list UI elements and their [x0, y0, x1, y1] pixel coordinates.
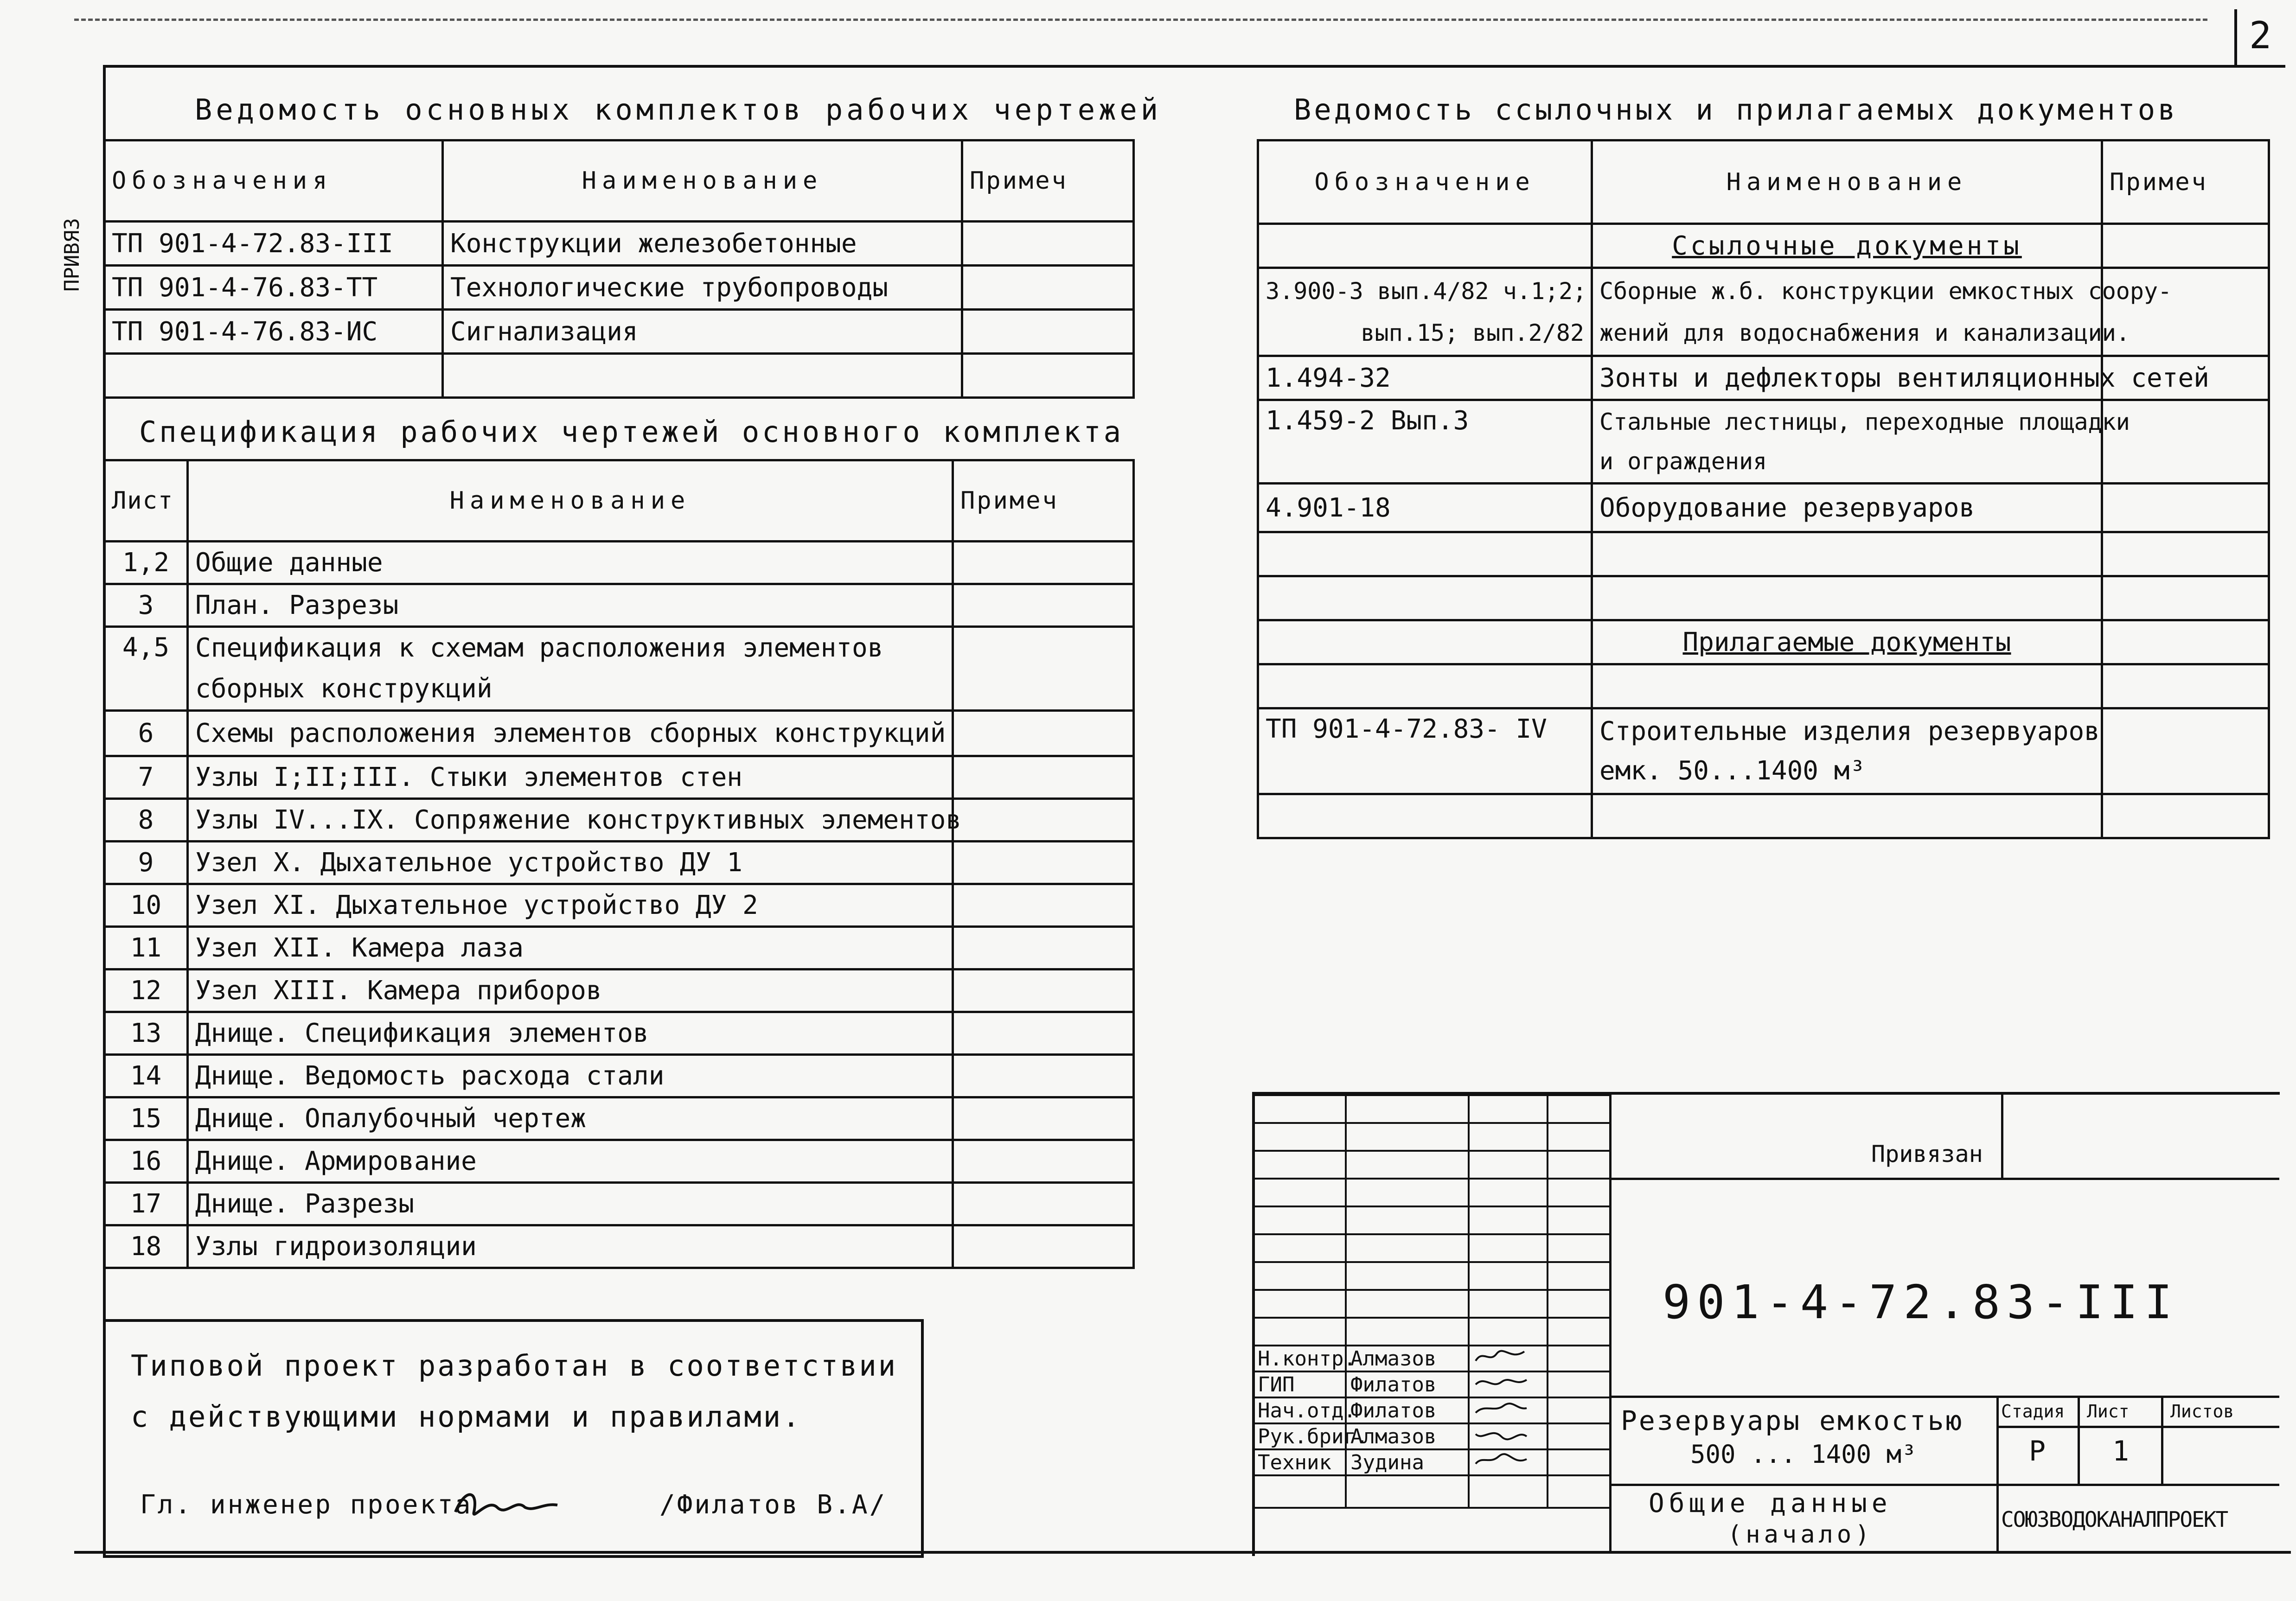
- top-dashed-line: [74, 19, 2207, 21]
- cell-name: [188, 627, 953, 711]
- table-row: [1258, 400, 2269, 484]
- cell-code: ТП 901-4-72.83- IV: [1258, 708, 1592, 794]
- cell-sheet: 1,2: [104, 542, 188, 584]
- cell-name: Узлы I;II;III. Стыки элементов стен: [188, 756, 953, 799]
- table-row: [104, 927, 1134, 970]
- left-margin-text: ПРИВЯЗ: [60, 218, 84, 292]
- cell-name: Узел XII. Камера лаза: [188, 927, 953, 970]
- staff-role: Н.контр.: [1253, 1346, 1346, 1371]
- organization-name: СОЮЗВОДОКАНАЛПРОЕКТ: [2001, 1507, 2228, 1532]
- sheet-label: Лист: [2087, 1401, 2130, 1422]
- cell-name: Днище. Ведомость расхода стали: [188, 1055, 953, 1097]
- cell-name-line2: сборных конструкций: [195, 674, 492, 704]
- page-number: 2: [2249, 14, 2272, 57]
- cell-name-line2: и ограждения: [1599, 447, 1767, 475]
- main-sets-table: [103, 139, 1135, 399]
- cell-sheet: 13: [104, 1012, 188, 1055]
- header-note: Примеч: [962, 140, 1134, 222]
- signer-name: /Филатов В.А/: [659, 1490, 887, 1520]
- sheet-value: 1: [2112, 1435, 2130, 1467]
- signature-cell: [1469, 1449, 1548, 1475]
- section-row: [1258, 224, 2269, 268]
- signature-cell: [1469, 1397, 1548, 1423]
- cell-sheet: 16: [104, 1140, 188, 1183]
- staff-name: Алмазов: [1346, 1423, 1469, 1449]
- cell-sheet: 3: [104, 584, 188, 627]
- cell-code: [104, 354, 443, 398]
- cell-sheet: 12: [104, 970, 188, 1012]
- header-designation: Обозначение: [1258, 140, 1592, 224]
- table-row: [104, 310, 1134, 354]
- cell-name: Узел XI. Дыхательное устройство ДУ 2: [188, 884, 953, 927]
- staff-role: Техник: [1253, 1449, 1346, 1475]
- header-note: Примеч: [2102, 140, 2269, 224]
- signer-label: Гл. инженер проекта: [140, 1490, 473, 1520]
- cell-sheet: 14: [104, 1055, 188, 1097]
- cell-name-line2: жений для водоснабжения и канализации.: [1599, 319, 2130, 346]
- cell-code-line1: 3.900-3 вып.4/82 ч.1;2;: [1266, 277, 1587, 305]
- cell-name-line1: Строительные изделия резервуаров: [1599, 716, 2100, 746]
- table-row: [104, 1055, 1134, 1097]
- cell-code: ТП 901-4-76.83-ТТ: [104, 266, 443, 310]
- cell-code: ТП 901-4-72.83-III: [104, 222, 443, 266]
- refs-table: [1257, 139, 2270, 839]
- staff-role: Нач.отд.: [1253, 1397, 1346, 1423]
- table-row: [1258, 484, 2269, 532]
- signature-cell: [1469, 1346, 1548, 1371]
- table-row: [104, 711, 1134, 756]
- signature-mark: [1473, 1399, 1529, 1417]
- signature-cell: [1469, 1371, 1548, 1397]
- table-row: [104, 354, 1134, 398]
- cell-code: [1258, 268, 1592, 356]
- cell-name: [1592, 268, 2172, 356]
- cell-sheet: 10: [104, 884, 188, 927]
- staff-name: Алмазов: [1346, 1346, 1469, 1371]
- header-note: Примеч: [953, 460, 1134, 542]
- note-box: [103, 1319, 924, 1558]
- sheets-label: Листов: [2170, 1401, 2234, 1422]
- table-row: [104, 627, 1134, 711]
- cell-sheet: 6: [104, 711, 188, 756]
- cell-note: [962, 310, 1134, 354]
- note-line2: с действующими нормами и правилами.: [131, 1400, 802, 1434]
- cell-sheet: 17: [104, 1183, 188, 1225]
- cell-note: [962, 266, 1134, 310]
- cell-name: Днище. Армирование: [188, 1140, 953, 1183]
- table-row: [104, 584, 1134, 627]
- cell-sheet: 4,5: [104, 627, 188, 711]
- cell-name: [443, 354, 962, 398]
- table-row: [1258, 356, 2269, 400]
- cell-name: Узлы IV...IX. Сопряжение конструктивных элементов: [188, 799, 953, 842]
- cell-sheet: 15: [104, 1097, 188, 1140]
- cell-name-line2: емк. 50...1400 м³: [1599, 756, 1866, 786]
- refs-title: Ведомость ссылочных и прилагаемых документов: [1294, 93, 2178, 127]
- section-attached-docs: Прилагаемые документы: [1592, 620, 2102, 664]
- signature-mark: [1473, 1451, 1529, 1469]
- cell-name: [1592, 400, 2130, 484]
- staff-name: Филатов: [1346, 1371, 1469, 1397]
- cell-note: [962, 354, 1134, 398]
- title-block-left-grid: [1252, 1094, 1611, 1509]
- table-row: [104, 842, 1134, 884]
- table-row: [104, 542, 1134, 584]
- header-name: Наименование: [188, 460, 953, 542]
- table-row: [104, 1097, 1134, 1140]
- staff-role: ГИП: [1253, 1371, 1346, 1397]
- cell-name: [1592, 708, 2102, 794]
- staff-row: [1253, 1371, 1610, 1397]
- signature-mark: [1473, 1347, 1529, 1365]
- cell-sheet: 8: [104, 799, 188, 842]
- staff-row: [1253, 1397, 1610, 1423]
- table-row: [104, 1012, 1134, 1055]
- sheet-name-line2: (начало): [1727, 1521, 1874, 1549]
- privyazan-label: Привязан: [1871, 1141, 1983, 1167]
- cell-name: Узел X. Дыхательное устройство ДУ 1: [188, 842, 953, 884]
- signature-mark: [451, 1480, 562, 1531]
- cell-sheet: 9: [104, 842, 188, 884]
- cell-name: Оборудование резервуаров: [1592, 484, 2102, 532]
- cell-sheet: 7: [104, 756, 188, 799]
- object-name-line2: 500 ... 1400 м³: [1690, 1440, 1917, 1469]
- spec-title: Спецификация рабочих чертежей основного комплекта: [139, 415, 1124, 449]
- cell-name: Днище. Опалубочный чертеж: [188, 1097, 953, 1140]
- cell-name: Днище. Разрезы: [188, 1183, 953, 1225]
- table-row: [104, 756, 1134, 799]
- sheet-name-line1: Общие данные: [1649, 1488, 1892, 1518]
- object-name-line1: Резервуары емкостью: [1621, 1405, 1964, 1436]
- cell-code: 4.901-18: [1258, 484, 1592, 532]
- cell-name: Узлы гидроизоляции: [188, 1225, 953, 1268]
- section-reference-docs: Ссылочные документы: [1592, 224, 2102, 268]
- cell-name-line1: Сборные ж.б. конструкции емкостных соору-: [1599, 277, 2172, 305]
- table-row: [104, 799, 1134, 842]
- header-sheet: Лист: [104, 460, 188, 542]
- document-code: 901-4-72.83-III: [1663, 1275, 2179, 1329]
- table-row: [104, 1225, 1134, 1268]
- table-row: [104, 884, 1134, 927]
- signature-mark: [1473, 1425, 1529, 1443]
- cell-code: 1.494-32: [1258, 356, 1592, 400]
- table-row: [104, 1183, 1134, 1225]
- header-name: Наименование: [443, 140, 962, 222]
- cell-name: Зонты и дефлекторы вентиляционных сетей: [1592, 356, 2102, 400]
- title-block-right: [1609, 1094, 2279, 1553]
- stage-value: Р: [2029, 1435, 2046, 1467]
- spec-table: [103, 459, 1135, 1269]
- table-row: [104, 266, 1134, 310]
- table-row: [104, 970, 1134, 1012]
- staff-role: Рук.бриг.: [1253, 1423, 1346, 1449]
- staff-row: [1253, 1449, 1610, 1475]
- cell-sheet: 11: [104, 927, 188, 970]
- cell-code: ТП 901-4-76.83-ИС: [104, 310, 443, 354]
- cell-sheet: 18: [104, 1225, 188, 1268]
- note-line1: Типовой проект разработан в соответствии: [131, 1349, 898, 1383]
- signature-cell: [1469, 1423, 1548, 1449]
- staff-row: [1253, 1423, 1610, 1449]
- cell-name: Схемы расположения элементов сборных конструкций: [188, 711, 953, 756]
- table-row: [104, 222, 1134, 266]
- table-row: [1258, 268, 2269, 356]
- cell-name: Сигнализация: [443, 310, 962, 354]
- staff-name: Филатов: [1346, 1397, 1469, 1423]
- cell-name: Технологические трубопроводы: [443, 266, 962, 310]
- cell-code: 1.459-2 Вып.3: [1258, 400, 1592, 484]
- main-sets-title: Ведомость основных комплектов рабочих чертежей: [195, 93, 1162, 127]
- signature-mark: [1473, 1373, 1529, 1391]
- cell-name: Узел XIII. Камера приборов: [188, 970, 953, 1012]
- cell-name: План. Разрезы: [188, 584, 953, 627]
- header-designation: Обозначения: [104, 140, 443, 222]
- section-row: [1258, 620, 2269, 664]
- table-row: [104, 1140, 1134, 1183]
- cell-name-line1: Стальные лестницы, переходные площадки: [1599, 408, 2130, 435]
- cell-name-line1: Спецификация к схемам расположения элементов: [195, 633, 883, 663]
- page-number-box: [2234, 9, 2237, 65]
- stage-label: Стадия: [2001, 1401, 2065, 1422]
- cell-name: Конструкции железобетонные: [443, 222, 962, 266]
- staff-name: Зудина: [1346, 1449, 1469, 1475]
- cell-name: Общие данные: [188, 542, 953, 584]
- cell-note: [962, 222, 1134, 266]
- cell-name: Днище. Спецификация элементов: [188, 1012, 953, 1055]
- table-row: [1258, 708, 2269, 794]
- staff-row: [1253, 1346, 1610, 1371]
- header-name: Наименование: [1592, 140, 2102, 224]
- cell-code-line2: вып.15; вып.2/82: [1361, 319, 1584, 346]
